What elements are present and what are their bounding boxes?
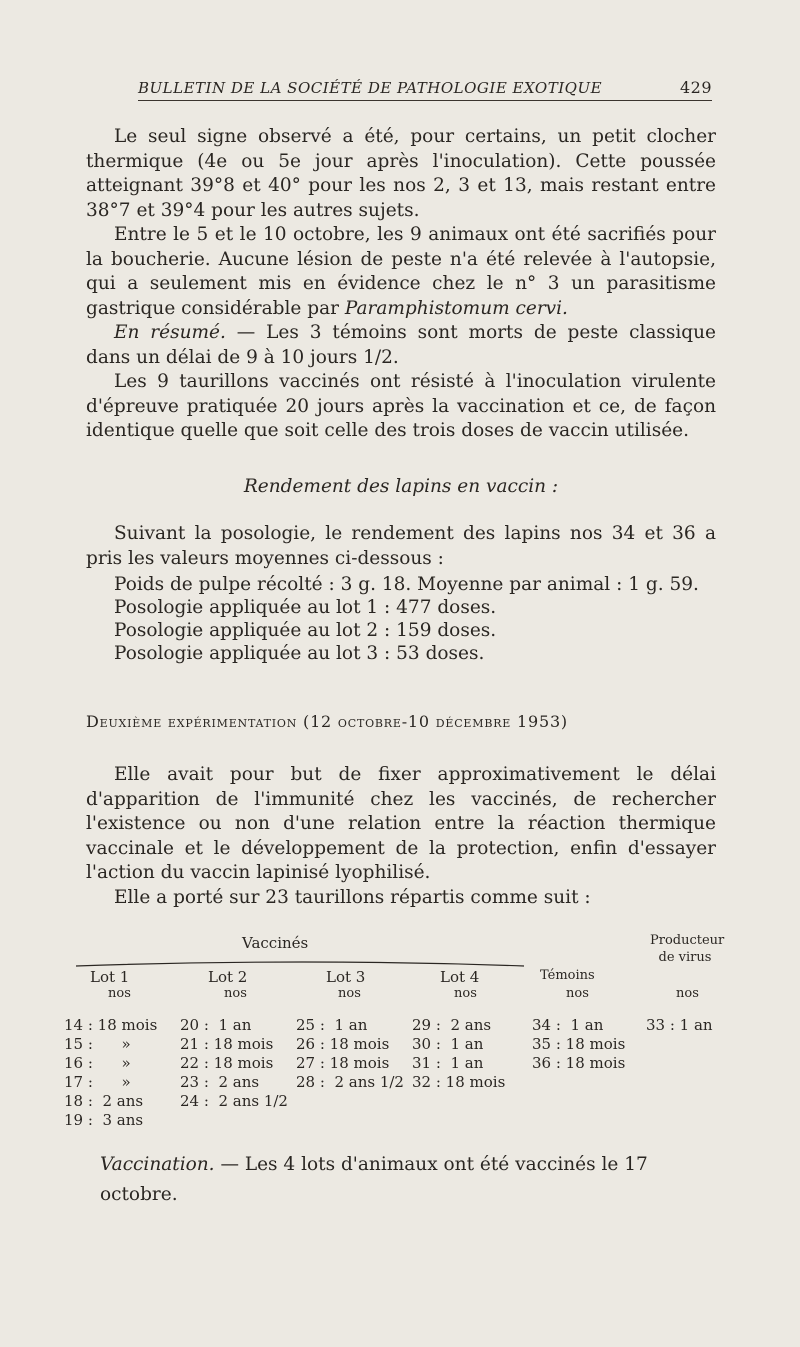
vaccination-text: — Les 4 lots d'animaux ont été vaccinés le 17 octobre. bbox=[100, 1154, 648, 1205]
table-row: 26 : 18 mois bbox=[296, 1035, 390, 1053]
table-row: 16 : » bbox=[64, 1054, 131, 1072]
table-row: 36 : 18 mois bbox=[532, 1054, 626, 1072]
dose-list bbox=[114, 573, 699, 665]
lot1-rows bbox=[64, 1016, 157, 1130]
table-row: 24 : 2 ans 1/2 bbox=[180, 1092, 288, 1110]
table-row: 30 : 1 an bbox=[412, 1035, 484, 1053]
section-paragraph-aim: Elle avait pour but de fixer approximativement le délai d'apparition de l'immunité chez les vaccinés, de rechercher l'existence ou non d'une relation entre la réaction thermique vaccinale et le développement de la protection, enfin d'essayer l'action du vaccin lapinisé lyophilisé. bbox=[86, 764, 716, 883]
table-row: 29 : 2 ans bbox=[412, 1016, 492, 1034]
temoins-rows bbox=[532, 1016, 625, 1073]
table-row: 27 : 18 mois bbox=[296, 1054, 390, 1072]
paragraph-slaughter bbox=[86, 223, 716, 321]
table-row: 35 : 18 mois bbox=[532, 1035, 626, 1053]
lot4-rows bbox=[412, 1016, 505, 1092]
rendement-intro bbox=[86, 522, 716, 571]
paragraph-results: Les 9 taurillons vaccinés ont résisté à l'inoculation virulente d'épreuve pratiquée 20 jours après la vaccination et ce, de façon identique quelle que soit celle des trois doses de vaccin utilisée. bbox=[86, 371, 716, 441]
col-head-temoins: Témoins bbox=[540, 968, 595, 983]
table-row: 32 : 18 mois bbox=[412, 1073, 506, 1091]
paragraph-summary bbox=[86, 321, 716, 370]
table-row: 28 : 2 ans 1/2 bbox=[296, 1073, 404, 1091]
lot3-rows bbox=[296, 1016, 404, 1092]
table-row: 14 : 18 mois bbox=[64, 1016, 158, 1034]
table-row: 18 : 2 ans bbox=[64, 1092, 144, 1110]
running-title: BULLETIN DE LA SOCIÉTÉ DE PATHOLOGIE EXOTIQUE bbox=[138, 79, 603, 97]
paragraph-thermal: Le seul signe observé a été, pour certains, un petit clocher thermique (4e ou 5e jour après l'inoculation). Cette poussée atteignant 39°8 et 40° pour les nos 2, 3 et 13, mais restant entre 38°7 et 39°4 pour les autres sujets. bbox=[86, 126, 716, 221]
brace-line bbox=[74, 954, 534, 968]
table-row: 33 : 1 an bbox=[646, 1016, 713, 1034]
col-head-lot3: Lot 3 bbox=[326, 968, 366, 986]
table-row: 23 : 2 ans bbox=[180, 1073, 260, 1091]
col-sub-temoins: nos bbox=[566, 986, 589, 1001]
subheading-rendement: Rendement des lapins en vaccin : bbox=[243, 476, 559, 497]
vaccination-paragraph bbox=[100, 1150, 718, 1210]
table-row: 21 : 18 mois bbox=[180, 1035, 274, 1053]
table-row: 15 : » bbox=[64, 1035, 131, 1053]
section-block bbox=[86, 763, 716, 910]
vaccination-label: Vaccination. bbox=[100, 1154, 215, 1175]
table-row: 31 : 1 an bbox=[412, 1054, 484, 1072]
col-sub-producer: nos bbox=[676, 986, 699, 1001]
table-row: 25 : 1 an bbox=[296, 1016, 368, 1034]
lot2-rows bbox=[180, 1016, 288, 1111]
table-row: 20 : 1 an bbox=[180, 1016, 252, 1034]
col-sub-lot1: nos bbox=[108, 986, 131, 1001]
dose-line: Posologie appliquée au lot 2 : 159 doses. bbox=[114, 620, 497, 641]
table-row: 19 : 3 ans bbox=[64, 1111, 144, 1129]
page-number: 429 bbox=[679, 78, 712, 97]
parasite-name: Paramphistomum cervi. bbox=[344, 297, 568, 319]
rendement-paragraph: Suivant la posologie, le rendement des lapins nos 34 et 36 a pris les valeurs moyennes ci-dessous : bbox=[86, 523, 716, 569]
summary-text: — Les 3 témoins sont morts de peste classique dans un délai de 9 à 10 jours 1/2. bbox=[86, 322, 716, 368]
running-header bbox=[138, 78, 712, 101]
col-sub-lot4: nos bbox=[454, 986, 477, 1001]
col-head-producer: Producteur de virus bbox=[650, 933, 725, 965]
section-heading: Deuxième expérimentation (12 octobre-10 décembre 1953) bbox=[86, 712, 568, 731]
table-row: 22 : 18 mois bbox=[180, 1054, 274, 1072]
col-sub-lot2: nos bbox=[224, 986, 247, 1001]
col-head-lot4: Lot 4 bbox=[440, 968, 480, 986]
col-head-lot2: Lot 2 bbox=[208, 968, 248, 986]
dose-line: Poids de pulpe récolté : 3 g. 18. Moyenne par animal : 1 g. 59. bbox=[114, 574, 699, 595]
dose-line: Posologie appliquée au lot 1 : 477 doses. bbox=[114, 597, 497, 618]
vaccines-group-label: Vaccinés bbox=[242, 934, 309, 952]
animals-table bbox=[64, 933, 725, 1134]
col-sub-lot3: nos bbox=[338, 986, 361, 1001]
table-row: 34 : 1 an bbox=[532, 1016, 604, 1034]
summary-label: En résumé. bbox=[114, 322, 226, 343]
section-paragraph-count: Elle a porté sur 23 taurillons répartis comme suit : bbox=[114, 886, 591, 908]
table-row: 17 : » bbox=[64, 1073, 131, 1091]
producer-rows bbox=[646, 1016, 713, 1035]
paragraph-slaughter-text: Entre le 5 et le 10 octobre, les 9 animaux ont été sacrifiés pour la boucherie. Aucune lésion de peste n'a été relevée à l'autopsie, qui a seulement mis en évidence chez le n° 3 un parasitisme gastrique considérable par bbox=[86, 224, 716, 319]
intro-block bbox=[86, 125, 716, 444]
dose-line: Posologie appliquée au lot 3 : 53 doses. bbox=[114, 643, 485, 664]
col-head-lot1: Lot 1 bbox=[90, 968, 130, 986]
